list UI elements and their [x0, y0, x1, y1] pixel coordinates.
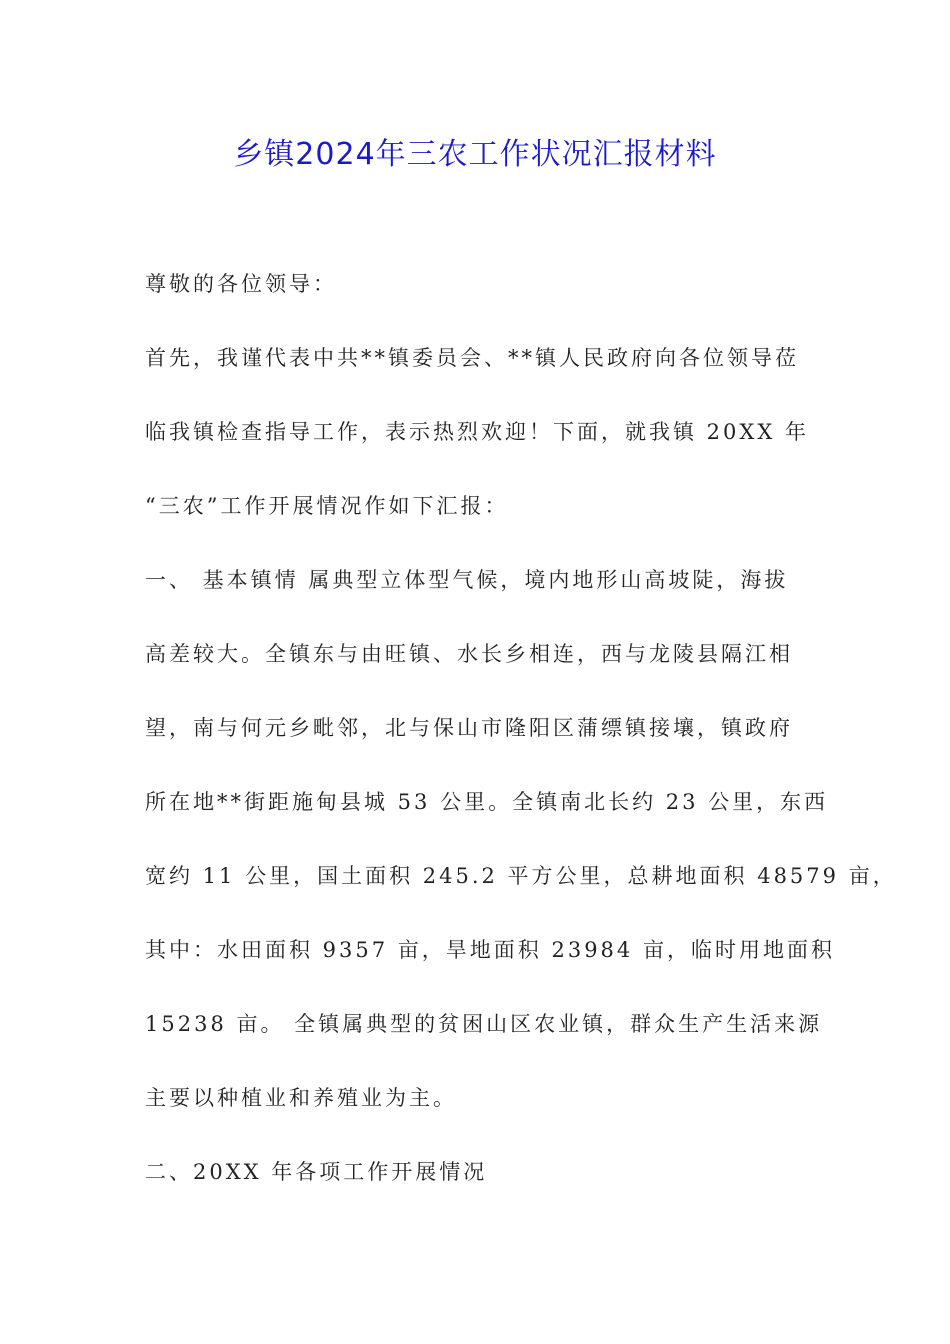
- document-body: [145, 262, 897, 1224]
- paragraph-line: 主要以种植业和养殖业为主。: [145, 1086, 457, 1110]
- section-one-line: 一、 基本镇情 属典型立体型气候，境内地形山高坡陡，海拔: [145, 568, 789, 592]
- salutation-line: 尊敬的各位领导：: [145, 272, 337, 296]
- paragraph-line: 15238 亩。 全镇属典型的贫困山区农业镇，群众生产生活来源: [145, 1012, 823, 1036]
- paragraph-line: 望，南与何元乡毗邻，北与保山市隆阳区蒲缥镇接壤，镇政府: [145, 716, 793, 740]
- paragraph-line: 其中：水田面积 9357 亩，旱地面积 23984 亩，临时用地面积: [145, 938, 835, 962]
- section-two-heading: 二、20XX 年各项工作开展情况: [145, 1160, 488, 1184]
- paragraph-line: 首先，我谨代表中共**镇委员会、**镇人民政府向各位领导莅: [145, 346, 799, 370]
- document-title: 乡镇2024年三农工作状况汇报材料: [233, 137, 717, 172]
- paragraph-line: 临我镇检查指导工作，表示热烈欢迎！下面，就我镇 20XX 年: [145, 420, 809, 444]
- paragraph-line: 所在地**街距施甸县城 53 公里。全镇南北长约 23 公里，东西: [145, 790, 829, 814]
- paragraph-line: 宽约 11 公里，国土面积 245.2 平方公里，总耕地面积 48579 亩，: [145, 864, 897, 888]
- paragraph-line: “三农”工作开展情况作如下汇报：: [145, 494, 509, 518]
- paragraph-line: 高差较大。全镇东与由旺镇、水长乡相连，西与龙陵县隔江相: [145, 642, 793, 666]
